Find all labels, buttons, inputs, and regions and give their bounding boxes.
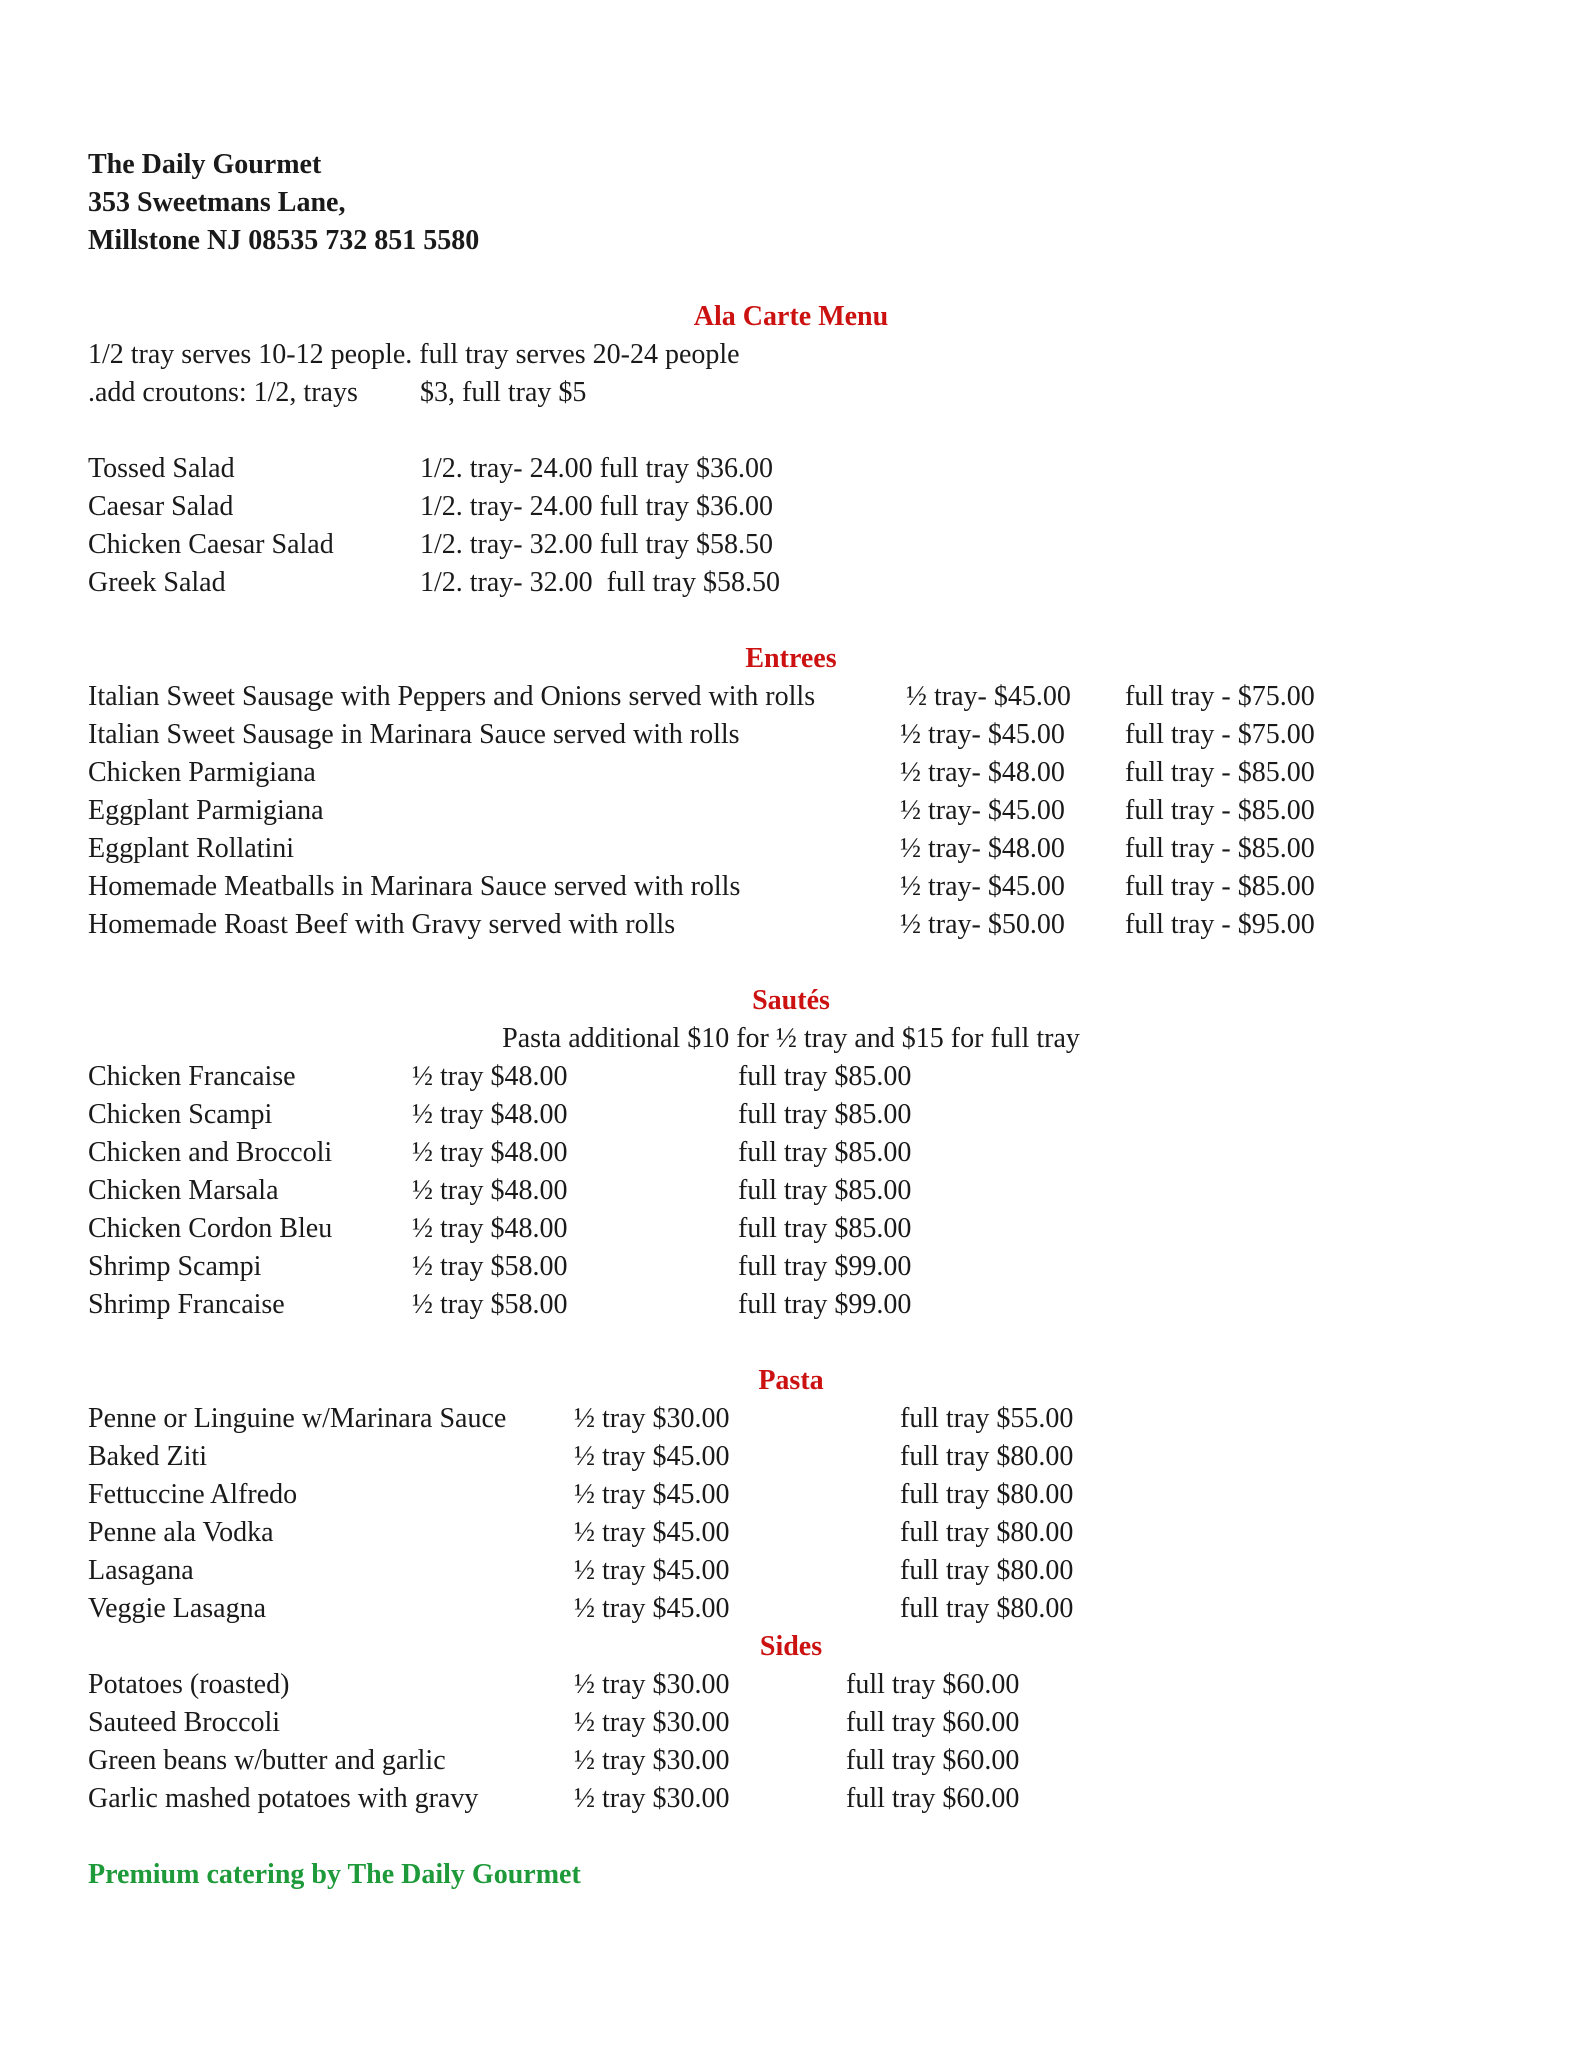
pasta-name: Fettuccine Alfredo [88, 1479, 298, 1510]
side-half-price: ½ tray $30.00 [574, 1707, 730, 1738]
restaurant-street: 353 Sweetmans Lane, [88, 187, 346, 218]
salad-price: 1/2. tray- 24.00 full tray $36.00 [420, 491, 774, 522]
side-name: Green beans w/butter and garlic [88, 1745, 446, 1776]
salad-price: 1/2. tray- 32.00 full tray $58.50 [420, 529, 774, 560]
sautes-note: Pasta additional $10 for ½ tray and $15 for full tray [502, 1023, 1080, 1054]
entree-half-price: ½ tray- $45.00 [900, 795, 1065, 826]
pasta-name: Veggie Lasagna [88, 1593, 267, 1624]
saute-name: Shrimp Francaise [88, 1289, 285, 1320]
pasta-title: Pasta [758, 1365, 824, 1396]
pasta-half-price: ½ tray $45.00 [574, 1555, 730, 1586]
side-half-price: ½ tray $30.00 [574, 1745, 730, 1776]
pasta-half-price: ½ tray $45.00 [574, 1593, 730, 1624]
croutons-price: $3, full tray $5 [420, 377, 587, 408]
saute-full-price: full tray $85.00 [738, 1099, 912, 1130]
entree-half-price: ½ tray- $48.00 [900, 757, 1065, 788]
salad-name: Caesar Salad [88, 491, 234, 522]
sautes-title: Sautés [752, 985, 830, 1016]
salad-name: Greek Salad [88, 567, 226, 598]
saute-full-price: full tray $85.00 [738, 1175, 912, 1206]
pasta-full-price: full tray $80.00 [900, 1555, 1074, 1586]
entree-name: Eggplant Rollatini [88, 833, 295, 864]
saute-name: Chicken Scampi [88, 1099, 273, 1130]
entree-name: Eggplant Parmigiana [88, 795, 324, 826]
saute-half-price: ½ tray $58.00 [412, 1251, 568, 1282]
saute-full-price: full tray $99.00 [738, 1289, 912, 1320]
entree-half-price: ½ tray- $45.00 [906, 681, 1071, 712]
serving-note: 1/2 tray serves 10-12 people. full tray serves 20-24 people [88, 339, 740, 370]
saute-half-price: ½ tray $48.00 [412, 1213, 568, 1244]
saute-name: Chicken and Broccoli [88, 1137, 333, 1168]
saute-half-price: ½ tray $58.00 [412, 1289, 568, 1320]
restaurant-name: The Daily Gourmet [88, 149, 322, 180]
side-name: Potatoes (roasted) [88, 1669, 290, 1700]
pasta-name: Lasagana [88, 1555, 194, 1586]
entree-full-price: full tray - $85.00 [1125, 757, 1315, 788]
side-name: Sauteed Broccoli [88, 1707, 281, 1738]
entree-half-price: ½ tray- $45.00 [900, 871, 1065, 902]
pasta-name: Baked Ziti [88, 1441, 207, 1472]
sides-title: Sides [759, 1631, 823, 1662]
side-half-price: ½ tray $30.00 [574, 1669, 730, 1700]
pasta-full-price: full tray $80.00 [900, 1441, 1074, 1472]
saute-name: Chicken Marsala [88, 1175, 279, 1206]
saute-half-price: ½ tray $48.00 [412, 1061, 568, 1092]
pasta-full-price: full tray $55.00 [900, 1403, 1074, 1434]
entree-full-price: full tray - $85.00 [1125, 871, 1315, 902]
entree-name: Homemade Meatballs in Marinara Sauce served with rolls [88, 871, 741, 902]
pasta-half-price: ½ tray $45.00 [574, 1441, 730, 1472]
pasta-full-price: full tray $80.00 [900, 1479, 1074, 1510]
entree-half-price: ½ tray- $45.00 [900, 719, 1065, 750]
salad-name: Chicken Caesar Salad [88, 529, 334, 560]
pasta-half-price: ½ tray $30.00 [574, 1403, 730, 1434]
side-name: Garlic mashed potatoes with gravy [88, 1783, 479, 1814]
pasta-half-price: ½ tray $45.00 [574, 1479, 730, 1510]
entree-full-price: full tray - $75.00 [1125, 681, 1315, 712]
entree-full-price: full tray - $95.00 [1125, 909, 1315, 940]
croutons-note: .add croutons: 1/2, trays [88, 377, 358, 408]
saute-half-price: ½ tray $48.00 [412, 1137, 568, 1168]
entree-name: Homemade Roast Beef with Gravy served with rolls [88, 909, 676, 940]
side-full-price: full tray $60.00 [846, 1783, 1020, 1814]
saute-full-price: full tray $99.00 [738, 1251, 912, 1282]
saute-name: Chicken Francaise [88, 1061, 296, 1092]
saute-full-price: full tray $85.00 [738, 1137, 912, 1168]
saute-name: Shrimp Scampi [88, 1251, 262, 1282]
pasta-half-price: ½ tray $45.00 [574, 1517, 730, 1548]
entree-full-price: full tray - $75.00 [1125, 719, 1315, 750]
side-full-price: full tray $60.00 [846, 1669, 1020, 1700]
salad-price: 1/2. tray- 32.00 full tray $58.50 [420, 567, 781, 598]
entree-full-price: full tray - $85.00 [1125, 795, 1315, 826]
entree-name: Italian Sweet Sausage with Peppers and Onions served with rolls [88, 681, 816, 712]
saute-full-price: full tray $85.00 [738, 1061, 912, 1092]
footer-tagline: Premium catering by The Daily Gourmet [88, 1859, 581, 1890]
pasta-name: Penne or Linguine w/Marinara Sauce [88, 1403, 507, 1434]
entree-half-price: ½ tray- $50.00 [900, 909, 1065, 940]
side-full-price: full tray $60.00 [846, 1707, 1020, 1738]
salad-price: 1/2. tray- 24.00 full tray $36.00 [420, 453, 774, 484]
entree-name: Italian Sweet Sausage in Marinara Sauce served with rolls [88, 719, 740, 750]
entree-full-price: full tray - $85.00 [1125, 833, 1315, 864]
pasta-name: Penne ala Vodka [88, 1517, 274, 1548]
side-half-price: ½ tray $30.00 [574, 1783, 730, 1814]
ala-carte-title: Ala Carte Menu [693, 301, 889, 332]
salad-name: Tossed Salad [88, 453, 235, 484]
entree-half-price: ½ tray- $48.00 [900, 833, 1065, 864]
pasta-full-price: full tray $80.00 [900, 1517, 1074, 1548]
entree-name: Chicken Parmigiana [88, 757, 316, 788]
saute-half-price: ½ tray $48.00 [412, 1175, 568, 1206]
saute-full-price: full tray $85.00 [738, 1213, 912, 1244]
saute-half-price: ½ tray $48.00 [412, 1099, 568, 1130]
side-full-price: full tray $60.00 [846, 1745, 1020, 1776]
saute-name: Chicken Cordon Bleu [88, 1213, 333, 1244]
entrees-title: Entrees [745, 643, 837, 674]
pasta-full-price: full tray $80.00 [900, 1593, 1074, 1624]
restaurant-city-phone: Millstone NJ 08535 732 851 5580 [88, 225, 480, 256]
